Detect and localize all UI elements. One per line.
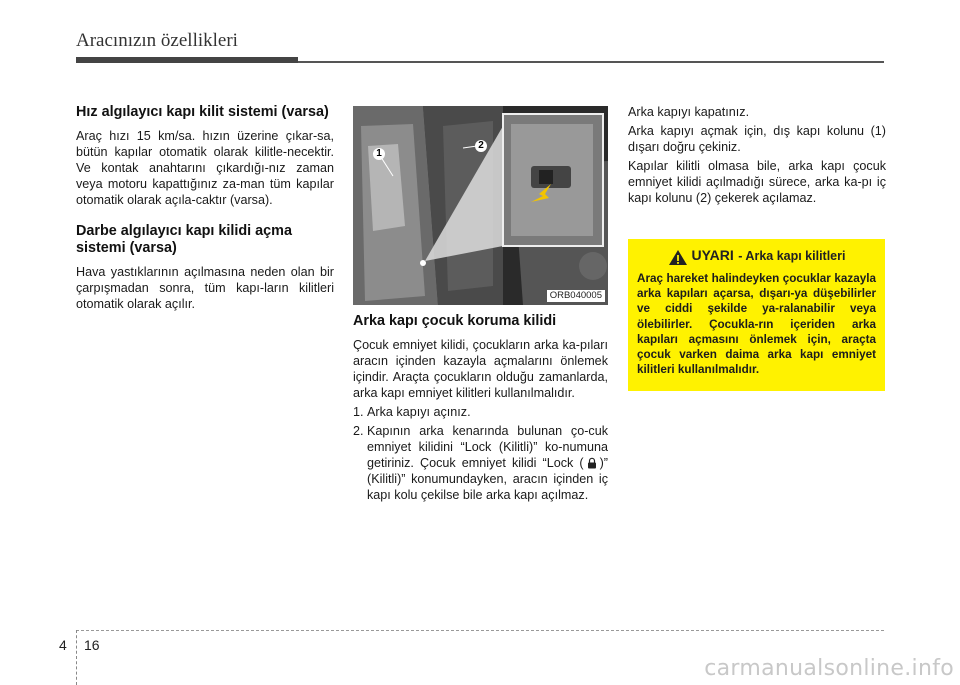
- list-item-step-1: [353, 404, 608, 420]
- warning-subtitle: - Arka kapı kilitleri: [738, 249, 846, 263]
- warning-triangle-icon: [668, 249, 688, 266]
- callout-2: 2: [478, 140, 484, 151]
- page-chapter-number: 4: [59, 637, 67, 653]
- warning-word: UYARI: [691, 247, 734, 263]
- column-middle: [353, 313, 608, 503]
- list-item-step-2: [353, 423, 608, 503]
- column-left: [76, 104, 334, 315]
- header-rule-accent: [76, 57, 298, 63]
- step-text-part-b: )” (Kilitli)” konumundayken, aracın içinden iç kapı kolu çekilse bile arka kapı açılmaz.: [367, 456, 608, 502]
- section-title-impact-unlock: Darbe algılayıcı kapı kilidi açma sistemi (varsa): [76, 223, 292, 256]
- lock-icon: [586, 457, 598, 469]
- instruction-close-door: Arka kapıyı kapatınız.: [628, 105, 750, 119]
- instruction-child-lock-note: Kapılar kilitli olmasa bile, arka kapı çocuk emniyet kilidi açılmadığı sürece, arka ka-pı iç kapı kolunu (2) çekerek açılamaz.: [628, 159, 886, 205]
- warning-box: [628, 239, 885, 391]
- warning-title: [692, 248, 846, 263]
- child-lock-intro: Çocuk emniyet kilidi, çocukların arka ka-pıları aracın içinden kazayla açmalarını önlemek içindir. Araçta çocukların olduğu zamanlarda, arka kapı emniyet kilitleri kullanılmalıdır.: [353, 338, 608, 400]
- figure-code: ORB040005: [547, 290, 605, 302]
- warning-body: Araç hareket halindeyken çocuklar kazayla arka kapıları açarsa, dışarı-ya düşebilirler ve ciddi şekilde ya-ralanabilir veya ölebilirler. Çocukla-rın içeriden arka kapıları açmasını önlemek için, araçta çocuk varken daima arka kapı emniyet kilitleri kullanılmalıdır.: [637, 272, 876, 377]
- footer-rule: [76, 630, 884, 631]
- step-text: Arka kapıyı açınız.: [367, 405, 471, 419]
- door-illustration-graphic: [353, 106, 608, 305]
- footer-divider: [76, 630, 77, 685]
- instruction-open-door: Arka kapıyı açmak için, dış kapı kolunu (1) dışarı doğru çekiniz.: [628, 124, 886, 154]
- warning-header: [637, 248, 876, 266]
- step-number: 2.: [353, 424, 364, 438]
- door-lock-illustration: [353, 106, 608, 305]
- section-body-impact-unlock: Hava yastıklarının açılmasına neden olan bir çarpışmadan sonra, tüm kapı-ların kilitleri otomatik olarak açılır.: [76, 265, 334, 311]
- watermark-text: carmanualsonline.info: [704, 656, 954, 681]
- step-text-part-a: Kapının arka kenarında bulunan ço-cuk emniyet kilidini “Lock (Kilitli)” ko-numuna getiriniz. Çocuk emniyet kilidi “Lock (: [367, 424, 608, 470]
- section-title-child-lock: Arka kapı çocuk koruma kilidi: [353, 313, 557, 329]
- page-number: 16: [84, 637, 100, 653]
- callout-1: 1: [376, 148, 382, 159]
- chapter-title: Aracınızın özellikleri: [76, 30, 238, 51]
- step-number: 1.: [353, 405, 364, 419]
- step-text: [367, 423, 608, 503]
- column-right: [628, 104, 886, 209]
- section-title-speed-lock: Hız algılayıcı kapı kilit sistemi (varsa): [76, 104, 329, 120]
- section-body-speed-lock: Araç hızı 15 km/sa. hızın üzerine çıkar-sa, bütün kapılar otomatik olarak kilitle-necektir. Ve kontak anahtarını çıkardığı-nız zaman veya motoru kapattığınız za-man tüm kapılar otomatik olarak açıla-caktır (varsa).: [76, 129, 334, 207]
